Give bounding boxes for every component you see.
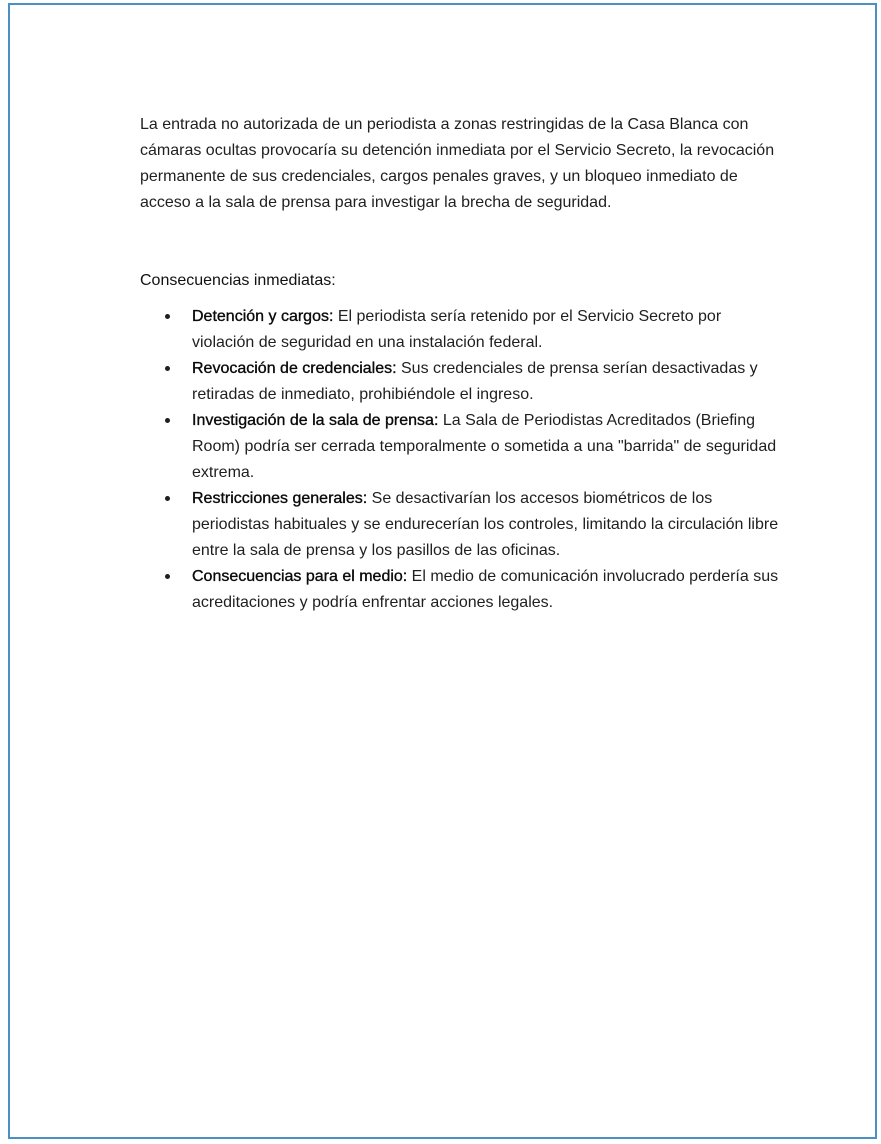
consequences-list [140,304,780,616]
list-item-term: Consecuencias para el medio: [192,568,408,585]
list-item-term: Detención y cargos: [192,308,334,325]
list-item-text: Sus credenciales de prensa serían desactivadas y retiradas de inmediato, prohibiéndole el ingreso. [192,360,758,403]
list-item-term: Revocación de credenciales: [192,360,397,377]
list-item-term: Restricciones generales: [192,490,368,507]
list-item [192,304,780,356]
document-body [140,112,780,616]
list-item-text: La Sala de Periodistas Acreditados (Briefing Room) podría ser cerrada temporalmente o sometida a una "barrida" de seguridad extrema. [192,412,777,481]
list-item-text: El periodista sería retenido por el Servicio Secreto por violación de seguridad en una instalación federal. [192,308,722,351]
list-item-term: Investigación de la sala de prensa: [192,412,439,429]
list-item [192,356,780,408]
bullet-icon [165,496,170,501]
document-frame [8,3,877,1139]
section-heading: Consecuencias inmediatas: [140,272,336,289]
list-item [192,486,780,564]
intro-paragraph: La entrada no autorizada de un periodista a zonas restringidas de la Casa Blanca con cámaras ocultas provocaría su detención inmediata por el Servicio Secreto, la revocación permanente de sus credenciales, cargos penales graves, y un bloqueo inmediato de acceso a la sala de prensa para investigar la brecha de seguridad. [140,116,775,211]
bullet-icon [165,574,170,579]
bullet-icon [165,314,170,319]
list-item [192,408,780,486]
list-item [192,564,780,616]
bullet-icon [165,366,170,371]
list-item-text: Se desactivarían los accesos biométricos de los periodistas habituales y se endurecerían los controles, limitando la circulación libre entre la sala de prensa y los pasillos de las oficinas. [192,490,779,559]
bullet-icon [165,418,170,423]
list-item-text: El medio de comunicación involucrado perdería sus acreditaciones y podría enfrentar acciones legales. [192,568,779,611]
